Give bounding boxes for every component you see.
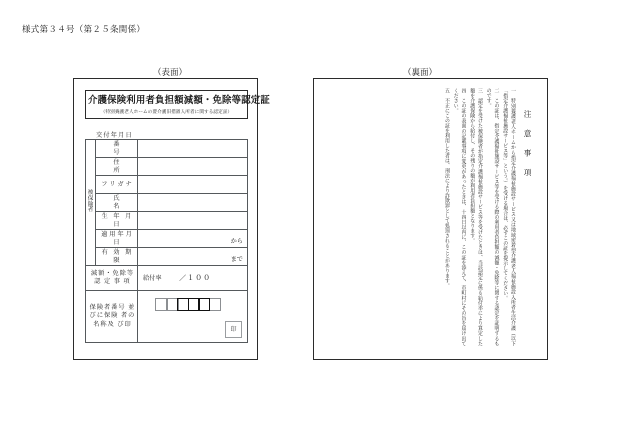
certificate-form-table (85, 139, 248, 343)
insured-side-label-char: 被保険者 (87, 189, 94, 214)
effective-date-from-suffix: から (230, 237, 243, 245)
list-item: 五 不正にこの証を利用した者は、刑法により詐欺罪として処罰されることがあります。 (444, 88, 449, 288)
insurer-number-cell[interactable] (209, 298, 221, 311)
list-item: 四 この証の表面の記載事項に変更があったときは、十四日以内に、この証を添えて、市町村にその旨を届け出てください。 (452, 88, 466, 346)
field-value-insurer[interactable] (138, 291, 248, 343)
row-side-spacer (86, 140, 96, 176)
table-row (86, 291, 248, 343)
field-value-address[interactable] (138, 158, 248, 176)
certificate-front-card (73, 78, 270, 360)
back-side-caption: （裏面） (402, 67, 437, 77)
table-row (86, 158, 248, 176)
certificate-title: 介護保険利用者負担額減額・免除等認定証 (88, 96, 270, 106)
table-row (86, 140, 248, 158)
table-row (86, 212, 248, 230)
field-label-effective-date: 適用年月日 (96, 230, 138, 248)
benefit-rate-value: ／１００ (179, 273, 212, 282)
seal-stamp-box[interactable]: 印 (225, 321, 242, 338)
field-label-name: 氏 名 (96, 194, 138, 212)
field-value-effective-date[interactable] (138, 230, 248, 248)
form-number-label: 様式第３４号（第２５条関係） (22, 24, 146, 34)
expiry-date-until-suffix: まで (230, 255, 243, 263)
field-label-reduction-items: 減額・免除等 認 定 事 項 (86, 266, 138, 291)
list-item: 三 認定を受けた被保険者が指定介護福祉施設サービス等を受けたときは、当該認定に係る給付率により算定した額を介護保険から給付し、その残りの額が利用者負担額となります。 (469, 88, 482, 346)
table-row (86, 266, 248, 291)
field-value-furigana[interactable] (138, 176, 248, 194)
insured-side-label (86, 176, 96, 230)
field-label-insurer: 保険者番号 並びに保険 者の名称及 び印 (86, 291, 138, 343)
field-value-expiry-date[interactable] (138, 248, 248, 266)
notice-heading: 注 意 事 項 (523, 110, 532, 182)
field-label-birthdate: 生 年 月 日 (96, 212, 138, 230)
insurer-number-cell[interactable] (198, 298, 210, 311)
field-value-reduction-items[interactable] (138, 266, 248, 291)
notice-list (441, 88, 516, 346)
insurer-number-grid[interactable] (156, 298, 221, 311)
table-row (86, 230, 248, 248)
issue-date-label: 交付年月日 (96, 132, 133, 139)
table-row (86, 248, 248, 266)
list-item: 一 特別養護老人ホームから指定介護福祉施設サービス又は地域密着型介護老人福祉施設入所者生活介護（以下「指定介護福祉施設サービス等」という。）を受ける場合は、必ずこの証を提示してください。 (502, 88, 515, 346)
certificate-back-card (313, 78, 548, 360)
list-item: 二 この証は、指定介護福祉施設サービス等を受ける際の利用者負担額の減額・免除等に関する認定を証明するものです。 (485, 88, 499, 346)
back-content (314, 79, 547, 359)
field-label-address: 住 所 (96, 158, 138, 176)
field-label-number: 番 号 (96, 140, 138, 158)
certificate-subtitle: （特別養護老人ホームの要介護旧措置入所者に関する認定証） (100, 109, 233, 115)
row-side-spacer (86, 230, 96, 266)
field-value-number[interactable] (138, 140, 248, 158)
table-row (86, 194, 248, 212)
field-label-furigana: フリガナ (96, 176, 138, 194)
certificate-title-box (85, 90, 270, 119)
front-side-caption: （表面） (152, 67, 187, 77)
insurer-number-cell[interactable] (155, 298, 167, 311)
field-value-name[interactable] (138, 194, 248, 212)
table-row (86, 176, 248, 194)
field-label-expiry-date: 有 効 期 限 (96, 248, 138, 266)
field-value-birthdate[interactable] (138, 212, 248, 230)
benefit-rate-label: 給付率 (143, 274, 162, 282)
